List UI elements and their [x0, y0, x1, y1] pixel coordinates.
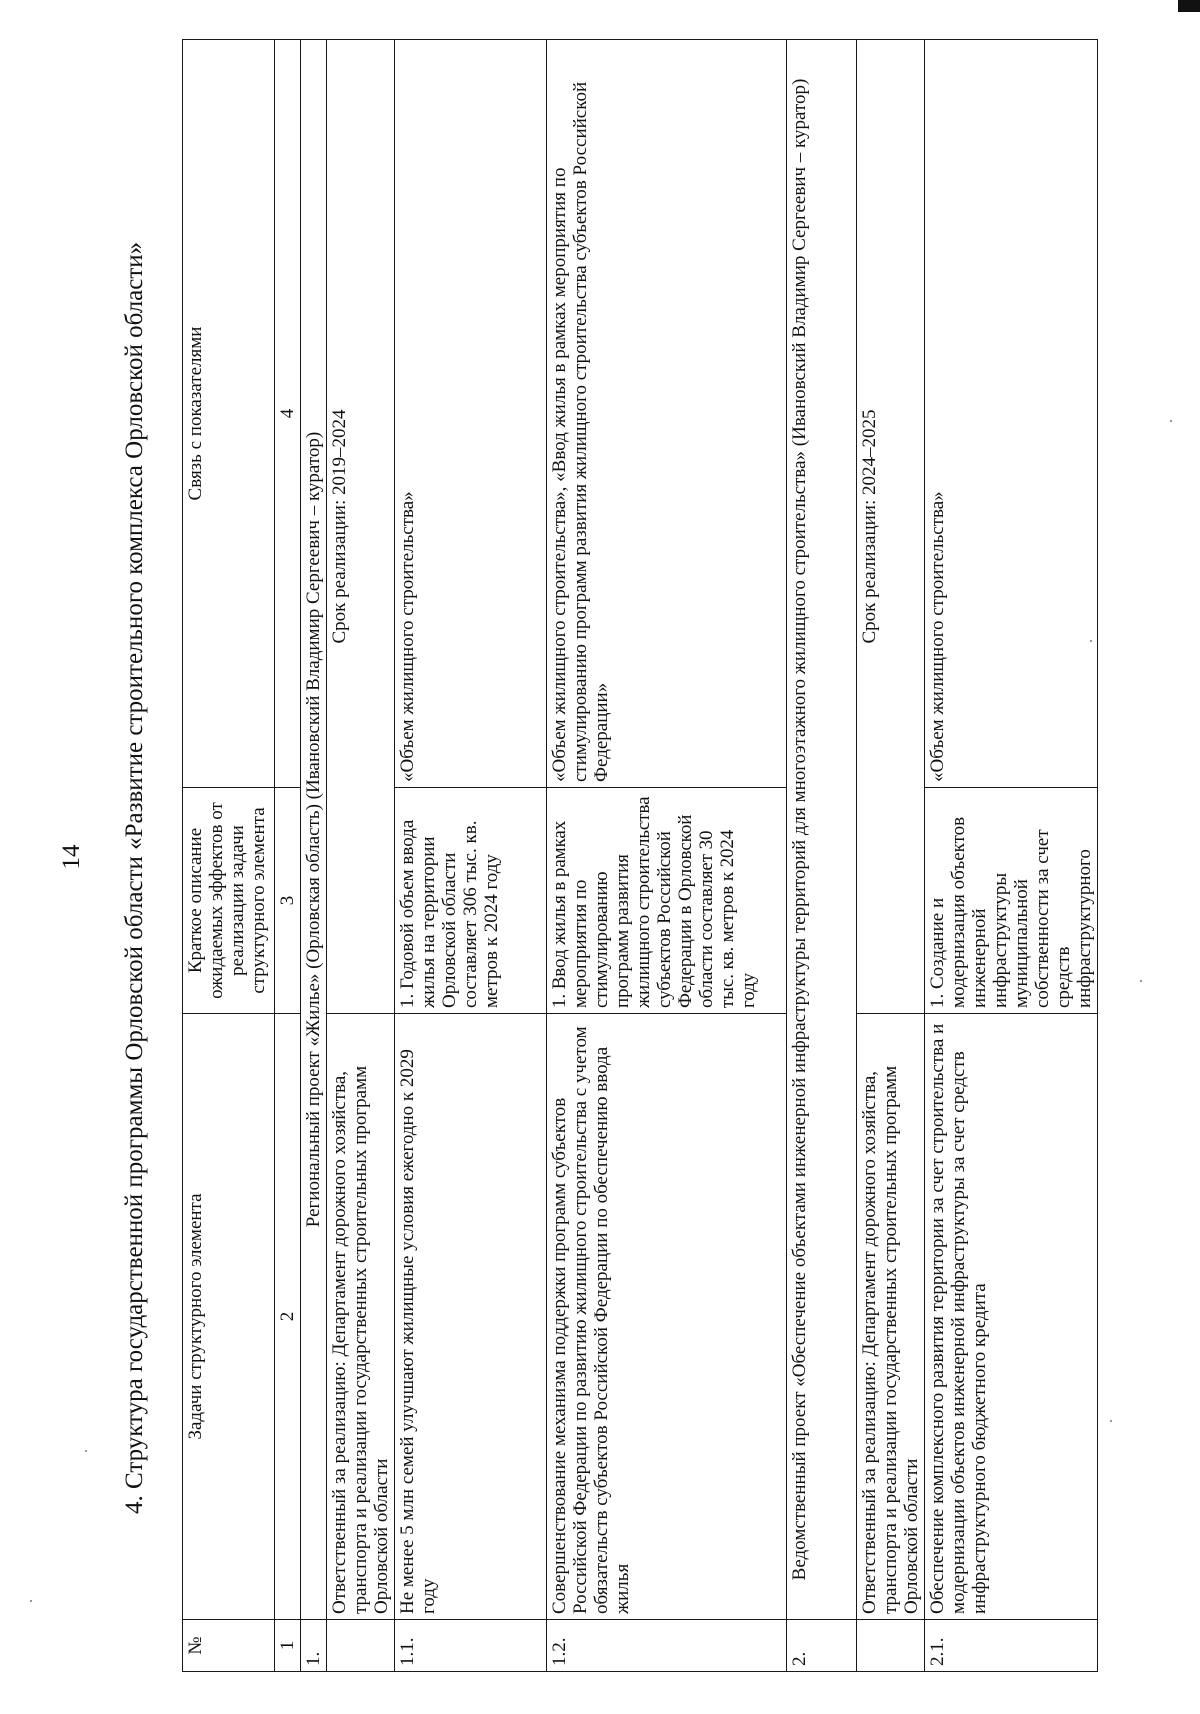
section-responsible: Ответственный за реализацию: Департамент дорожного хозяйства, транспорта и реализации государственных строительных программ Орловской области — [857, 1014, 925, 1620]
section-period: Срок реализации: 2019–2024 — [327, 40, 395, 1014]
header-link: Связь с показателями — [183, 40, 275, 788]
section-responsible-row — [857, 40, 925, 1672]
section-num: 2. — [787, 1620, 857, 1672]
empty-num-cell — [327, 1620, 395, 1672]
header-num: № — [183, 1620, 275, 1672]
column-index-cell: 1 — [275, 1620, 301, 1672]
row-num: 1.1. — [395, 1620, 547, 1672]
section-responsible: Ответственный за реализацию: Департамент дорожного хозяйства, транспорта и реализации государственных строительных программ Орловской области — [327, 1014, 395, 1620]
table-row — [395, 40, 547, 1672]
column-index-cell: 3 — [275, 788, 301, 1014]
empty-num-cell — [857, 1620, 925, 1672]
row-effect: 1. Ввод жилья в рамках мероприятия по стимулированию программ развития жилищного строительства субъектов Российской Федерации в Орловской области составляет 30 тыс. кв. метров к 2024 году — [547, 788, 787, 1014]
row-task: Совершенствование механизма поддержки программ субъектов Российской Федерации по развитию жилищного строительства с учетом обязательств субъектов Российской Федерации по обеспечению ввода жилья — [547, 1014, 787, 1620]
header-effects: Краткое описание ожидаемых эффектов от реализации задачи структурного элемента — [183, 788, 275, 1014]
row-link: «Объем жилищного строительства», «Ввод жилья в рамках мероприятия по стимулированию программ развития жилищного строительства субъектов Российской Федерации» — [547, 40, 787, 788]
row-num: 1.2. — [547, 1620, 787, 1672]
document-title: 4. Структура государственной программы Орловской области «Развитие строительного комплекса Орловской области» — [121, 241, 148, 1514]
column-index-row — [275, 40, 301, 1672]
header-tasks: Задачи структурного элемента — [183, 1014, 275, 1620]
table-row — [925, 40, 1098, 1672]
row-link: «Объем жилищного строительства» — [925, 40, 1098, 788]
row-task: Обеспечение комплексного развития территории за счет строительства и модернизации объектов инженерной инфраструктуры за счет средств инфраструктурного бюджетного кредита — [925, 1014, 1098, 1620]
column-index-cell: 2 — [275, 1014, 301, 1620]
column-index-cell: 4 — [275, 40, 301, 788]
section-num: 1. — [301, 1620, 327, 1672]
section-responsible-row — [327, 40, 395, 1672]
row-task: Не менее 5 млн семей улучшают жилищные условия ежегодно к 2029 году — [395, 1014, 547, 1620]
row-num: 2.1. — [925, 1620, 1098, 1672]
row-effect: 1. Создание и модернизация объектов инженерной инфраструктуры муниципальной собственности за счет средств инфраструктурного — [925, 788, 1098, 1014]
table-header-row — [183, 40, 275, 1672]
row-link: «Объем жилищного строительства» — [395, 40, 547, 788]
program-structure-table — [182, 39, 1098, 1672]
section-title-row — [787, 40, 857, 1672]
row-effect: 1. Годовой объем ввода жилья на территории Орловской области составляет 306 тыс. кв. метров к 2024 году — [395, 788, 547, 1014]
section-title: Региональный проект «Жилье» (Орловская область) (Ивановский Владимир Сергеевич – куратор) — [301, 40, 327, 1620]
section-period: Срок реализации: 2024–2025 — [857, 40, 925, 1014]
table-row — [547, 40, 787, 1672]
section-title-row — [301, 40, 327, 1672]
page-number: 14 — [58, 844, 85, 870]
section-title: Ведомственный проект «Обеспечение объектами инженерной инфраструктуры территорий для многоэтажного жилищного строительства» (Ивановский Владимир Сергеевич – куратор) — [787, 40, 857, 1620]
